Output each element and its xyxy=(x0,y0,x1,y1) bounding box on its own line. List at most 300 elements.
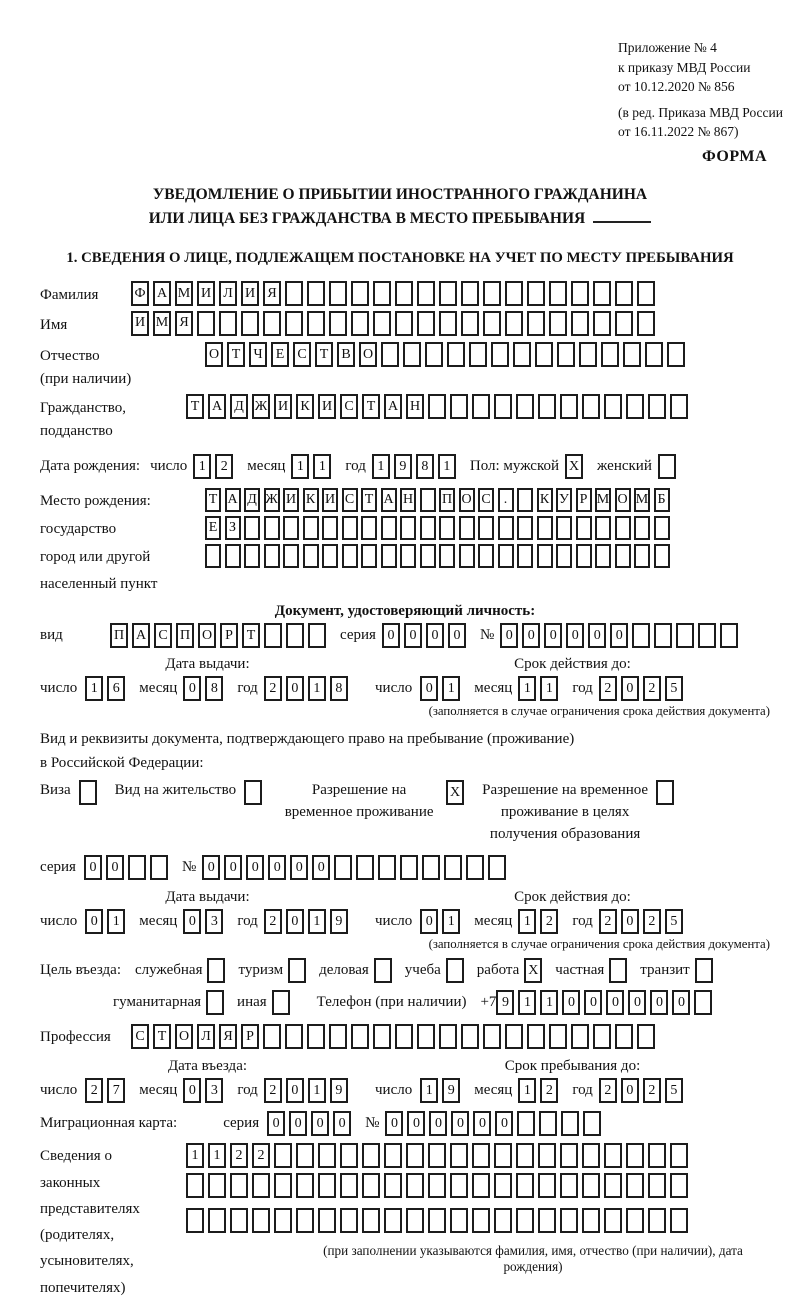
form-cell[interactable] xyxy=(472,1208,490,1233)
form-cell[interactable]: 2 xyxy=(264,909,282,934)
form-cell[interactable]: X xyxy=(446,780,464,805)
form-cell[interactable] xyxy=(561,1111,579,1136)
form-cell[interactable]: 2 xyxy=(643,909,661,934)
form-cell[interactable]: М xyxy=(595,488,611,512)
form-cell[interactable]: 5 xyxy=(665,909,683,934)
form-cell[interactable]: И xyxy=(274,394,292,419)
form-cell[interactable]: 0 xyxy=(606,990,624,1015)
form-cell[interactable] xyxy=(593,281,611,306)
form-cell[interactable]: 1 xyxy=(518,909,536,934)
form-cell[interactable] xyxy=(461,281,479,306)
form-cell[interactable]: 2 xyxy=(85,1078,103,1103)
form-cell[interactable]: С xyxy=(131,1024,149,1049)
form-cell[interactable]: 1 xyxy=(208,1143,226,1168)
form-cell[interactable] xyxy=(318,1173,336,1198)
form-cell[interactable]: Т xyxy=(315,342,333,367)
form-cell[interactable]: 0 xyxy=(224,855,242,880)
form-cell[interactable] xyxy=(632,623,650,648)
form-cell[interactable]: 0 xyxy=(562,990,580,1015)
form-cell[interactable]: 1 xyxy=(308,676,326,701)
form-cell[interactable] xyxy=(535,342,553,367)
form-cell[interactable]: 0 xyxy=(286,909,304,934)
form-cell[interactable] xyxy=(351,311,369,336)
form-cell[interactable] xyxy=(527,311,545,336)
form-cell[interactable] xyxy=(318,1143,336,1168)
form-cell[interactable] xyxy=(670,1173,688,1198)
form-cell[interactable] xyxy=(556,516,572,540)
form-cell[interactable] xyxy=(517,1111,535,1136)
form-cell[interactable] xyxy=(446,958,464,983)
form-cell[interactable] xyxy=(549,281,567,306)
form-cell[interactable] xyxy=(615,281,633,306)
form-cell[interactable] xyxy=(296,1143,314,1168)
form-cell[interactable] xyxy=(308,623,326,648)
form-cell[interactable] xyxy=(422,855,440,880)
form-cell[interactable]: 0 xyxy=(286,676,304,701)
form-cell[interactable]: А xyxy=(153,281,171,306)
form-cell[interactable]: З xyxy=(225,516,241,540)
form-cell[interactable] xyxy=(244,516,260,540)
form-cell[interactable]: Р xyxy=(241,1024,259,1049)
form-cell[interactable]: 0 xyxy=(267,1111,285,1136)
form-cell[interactable] xyxy=(466,855,484,880)
form-cell[interactable] xyxy=(527,281,545,306)
form-cell[interactable]: И xyxy=(131,311,149,336)
form-cell[interactable]: 1 xyxy=(438,454,456,479)
form-cell[interactable] xyxy=(595,516,611,540)
form-cell[interactable] xyxy=(626,1143,644,1168)
form-cell[interactable] xyxy=(527,1024,545,1049)
form-cell[interactable]: X xyxy=(524,958,542,983)
form-cell[interactable]: С xyxy=(293,342,311,367)
form-cell[interactable]: 0 xyxy=(566,623,584,648)
form-cell[interactable]: 1 xyxy=(186,1143,204,1168)
form-cell[interactable]: А xyxy=(208,394,226,419)
form-cell[interactable] xyxy=(274,1173,292,1198)
form-cell[interactable] xyxy=(498,516,514,540)
form-cell[interactable] xyxy=(378,855,396,880)
form-cell[interactable]: 1 xyxy=(372,454,390,479)
form-cell[interactable] xyxy=(307,281,325,306)
form-cell[interactable]: 0 xyxy=(311,1111,329,1136)
form-cell[interactable] xyxy=(296,1173,314,1198)
form-cell[interactable] xyxy=(667,342,685,367)
form-cell[interactable] xyxy=(322,516,338,540)
form-cell[interactable]: 2 xyxy=(599,676,617,701)
form-cell[interactable]: 0 xyxy=(246,855,264,880)
form-cell[interactable] xyxy=(264,516,280,540)
form-cell[interactable]: 1 xyxy=(442,909,460,934)
form-cell[interactable] xyxy=(450,1173,468,1198)
form-cell[interactable]: 0 xyxy=(286,1078,304,1103)
form-cell[interactable]: П xyxy=(439,488,455,512)
form-cell[interactable]: С xyxy=(342,488,358,512)
form-cell[interactable] xyxy=(395,281,413,306)
form-cell[interactable]: Т xyxy=(242,623,260,648)
form-cell[interactable] xyxy=(450,394,468,419)
form-cell[interactable] xyxy=(439,1024,457,1049)
form-cell[interactable] xyxy=(615,544,631,568)
form-cell[interactable] xyxy=(362,1143,380,1168)
form-cell[interactable] xyxy=(516,1143,534,1168)
form-cell[interactable]: 1 xyxy=(540,676,558,701)
form-cell[interactable]: 1 xyxy=(193,454,211,479)
form-cell[interactable]: 0 xyxy=(621,1078,639,1103)
form-cell[interactable] xyxy=(439,311,457,336)
form-cell[interactable] xyxy=(420,544,436,568)
form-cell[interactable]: И xyxy=(241,281,259,306)
form-cell[interactable]: Т xyxy=(227,342,245,367)
form-cell[interactable] xyxy=(274,1208,292,1233)
form-cell[interactable] xyxy=(264,544,280,568)
form-cell[interactable]: Н xyxy=(406,394,424,419)
form-cell[interactable]: 0 xyxy=(385,1111,403,1136)
form-cell[interactable] xyxy=(207,958,225,983)
form-cell[interactable]: 0 xyxy=(290,855,308,880)
form-cell[interactable]: Я xyxy=(263,281,281,306)
form-cell[interactable] xyxy=(425,342,443,367)
form-cell[interactable] xyxy=(342,516,358,540)
form-cell[interactable]: 1 xyxy=(420,1078,438,1103)
form-cell[interactable]: О xyxy=(198,623,216,648)
form-cell[interactable] xyxy=(670,1143,688,1168)
form-cell[interactable] xyxy=(579,342,597,367)
form-cell[interactable] xyxy=(615,1024,633,1049)
form-cell[interactable] xyxy=(604,1143,622,1168)
form-cell[interactable] xyxy=(517,516,533,540)
form-cell[interactable] xyxy=(505,311,523,336)
form-cell[interactable] xyxy=(513,342,531,367)
form-cell[interactable]: Д xyxy=(230,394,248,419)
form-cell[interactable] xyxy=(395,311,413,336)
form-cell[interactable] xyxy=(186,1208,204,1233)
form-cell[interactable] xyxy=(381,342,399,367)
form-cell[interactable]: 0 xyxy=(544,623,562,648)
form-cell[interactable]: Л xyxy=(197,1024,215,1049)
form-cell[interactable] xyxy=(208,1208,226,1233)
form-cell[interactable] xyxy=(634,516,650,540)
form-cell[interactable]: П xyxy=(176,623,194,648)
form-cell[interactable] xyxy=(272,990,290,1015)
form-cell[interactable]: 2 xyxy=(215,454,233,479)
form-cell[interactable]: 1 xyxy=(518,1078,536,1103)
form-cell[interactable] xyxy=(197,311,215,336)
form-cell[interactable]: 0 xyxy=(183,676,201,701)
form-cell[interactable] xyxy=(494,394,512,419)
form-cell[interactable] xyxy=(420,488,436,512)
form-cell[interactable] xyxy=(283,516,299,540)
form-cell[interactable] xyxy=(516,1208,534,1233)
form-cell[interactable]: 8 xyxy=(416,454,434,479)
form-cell[interactable] xyxy=(637,281,655,306)
form-cell[interactable]: О xyxy=(205,342,223,367)
form-cell[interactable]: . xyxy=(498,488,514,512)
form-cell[interactable]: 2 xyxy=(264,1078,282,1103)
form-cell[interactable]: 0 xyxy=(500,623,518,648)
form-cell[interactable] xyxy=(654,544,670,568)
form-cell[interactable]: А xyxy=(384,394,402,419)
form-cell[interactable] xyxy=(241,311,259,336)
form-cell[interactable] xyxy=(488,855,506,880)
form-cell[interactable]: 1 xyxy=(308,1078,326,1103)
form-cell[interactable]: 0 xyxy=(289,1111,307,1136)
form-cell[interactable] xyxy=(219,311,237,336)
form-cell[interactable] xyxy=(483,311,501,336)
form-cell[interactable]: 5 xyxy=(665,1078,683,1103)
form-cell[interactable]: М xyxy=(175,281,193,306)
form-cell[interactable] xyxy=(654,623,672,648)
form-cell[interactable]: 9 xyxy=(330,909,348,934)
form-cell[interactable] xyxy=(538,1143,556,1168)
form-cell[interactable] xyxy=(384,1208,402,1233)
form-cell[interactable] xyxy=(539,1111,557,1136)
form-cell[interactable] xyxy=(560,1143,578,1168)
form-cell[interactable] xyxy=(362,1208,380,1233)
form-cell[interactable] xyxy=(560,394,578,419)
form-cell[interactable] xyxy=(361,544,377,568)
form-cell[interactable]: 1 xyxy=(313,454,331,479)
form-cell[interactable] xyxy=(560,1173,578,1198)
form-cell[interactable] xyxy=(517,488,533,512)
form-cell[interactable]: Р xyxy=(220,623,238,648)
form-cell[interactable] xyxy=(400,516,416,540)
form-cell[interactable] xyxy=(516,394,534,419)
form-cell[interactable] xyxy=(583,1111,601,1136)
form-cell[interactable] xyxy=(428,394,446,419)
form-cell[interactable] xyxy=(205,544,221,568)
form-cell[interactable]: 5 xyxy=(665,676,683,701)
form-cell[interactable]: 0 xyxy=(183,1078,201,1103)
form-cell[interactable]: 0 xyxy=(420,676,438,701)
form-cell[interactable]: 1 xyxy=(85,676,103,701)
form-cell[interactable] xyxy=(538,1173,556,1198)
form-cell[interactable] xyxy=(571,311,589,336)
form-cell[interactable]: 0 xyxy=(268,855,286,880)
form-cell[interactable]: 2 xyxy=(264,676,282,701)
form-cell[interactable]: 1 xyxy=(308,909,326,934)
form-cell[interactable] xyxy=(670,394,688,419)
form-cell[interactable] xyxy=(230,1173,248,1198)
form-cell[interactable] xyxy=(698,623,716,648)
form-cell[interactable] xyxy=(296,1208,314,1233)
form-cell[interactable] xyxy=(400,855,418,880)
form-cell[interactable]: X xyxy=(565,454,583,479)
form-cell[interactable] xyxy=(623,342,641,367)
form-cell[interactable]: Ж xyxy=(252,394,270,419)
form-cell[interactable] xyxy=(538,1208,556,1233)
form-cell[interactable] xyxy=(626,394,644,419)
form-cell[interactable] xyxy=(450,1143,468,1168)
form-cell[interactable] xyxy=(447,342,465,367)
form-cell[interactable]: С xyxy=(340,394,358,419)
form-cell[interactable] xyxy=(472,394,490,419)
form-cell[interactable] xyxy=(582,394,600,419)
form-cell[interactable] xyxy=(494,1208,512,1233)
form-cell[interactable]: 0 xyxy=(420,909,438,934)
form-cell[interactable] xyxy=(637,311,655,336)
form-cell[interactable] xyxy=(676,623,694,648)
form-cell[interactable]: 0 xyxy=(628,990,646,1015)
form-cell[interactable] xyxy=(373,1024,391,1049)
form-cell[interactable] xyxy=(582,1173,600,1198)
form-cell[interactable] xyxy=(285,311,303,336)
form-cell[interactable] xyxy=(417,281,435,306)
form-cell[interactable]: 0 xyxy=(588,623,606,648)
form-cell[interactable] xyxy=(505,1024,523,1049)
form-cell[interactable] xyxy=(428,1208,446,1233)
form-cell[interactable] xyxy=(384,1173,402,1198)
form-cell[interactable]: 0 xyxy=(672,990,690,1015)
form-cell[interactable] xyxy=(244,780,262,805)
form-cell[interactable] xyxy=(549,311,567,336)
form-cell[interactable] xyxy=(322,544,338,568)
form-cell[interactable]: 0 xyxy=(448,623,466,648)
form-cell[interactable] xyxy=(373,311,391,336)
form-cell[interactable] xyxy=(645,342,663,367)
form-cell[interactable] xyxy=(626,1173,644,1198)
form-cell[interactable] xyxy=(595,544,611,568)
form-cell[interactable]: 8 xyxy=(330,676,348,701)
form-cell[interactable] xyxy=(491,342,509,367)
form-cell[interactable]: 1 xyxy=(442,676,460,701)
form-cell[interactable]: Т xyxy=(186,394,204,419)
form-cell[interactable]: О xyxy=(175,1024,193,1049)
form-cell[interactable] xyxy=(720,623,738,648)
form-cell[interactable] xyxy=(634,544,650,568)
form-cell[interactable]: 9 xyxy=(394,454,412,479)
form-cell[interactable]: 0 xyxy=(621,676,639,701)
form-cell[interactable]: 0 xyxy=(312,855,330,880)
form-cell[interactable]: К xyxy=(537,488,553,512)
form-cell[interactable]: П xyxy=(110,623,128,648)
form-cell[interactable]: И xyxy=(322,488,338,512)
form-cell[interactable]: 1 xyxy=(540,990,558,1015)
form-cell[interactable] xyxy=(648,1208,666,1233)
form-cell[interactable] xyxy=(537,516,553,540)
form-cell[interactable] xyxy=(403,342,421,367)
form-cell[interactable] xyxy=(428,1173,446,1198)
form-cell[interactable] xyxy=(381,516,397,540)
form-cell[interactable]: Л xyxy=(219,281,237,306)
form-cell[interactable] xyxy=(604,1208,622,1233)
form-cell[interactable]: Ф xyxy=(131,281,149,306)
form-cell[interactable] xyxy=(79,780,97,805)
form-cell[interactable] xyxy=(252,1208,270,1233)
form-cell[interactable] xyxy=(593,311,611,336)
form-cell[interactable]: 0 xyxy=(473,1111,491,1136)
form-cell[interactable]: О xyxy=(615,488,631,512)
form-cell[interactable]: 1 xyxy=(518,990,536,1015)
form-cell[interactable] xyxy=(381,544,397,568)
form-cell[interactable] xyxy=(225,544,241,568)
form-cell[interactable]: А xyxy=(381,488,397,512)
form-cell[interactable] xyxy=(206,990,224,1015)
form-cell[interactable] xyxy=(340,1173,358,1198)
form-cell[interactable] xyxy=(439,281,457,306)
form-cell[interactable]: Р xyxy=(576,488,592,512)
form-cell[interactable] xyxy=(557,342,575,367)
form-cell[interactable] xyxy=(208,1173,226,1198)
form-cell[interactable]: 2 xyxy=(230,1143,248,1168)
form-cell[interactable] xyxy=(361,516,377,540)
form-cell[interactable] xyxy=(334,855,352,880)
form-cell[interactable] xyxy=(695,958,713,983)
form-cell[interactable]: 0 xyxy=(106,855,124,880)
form-cell[interactable] xyxy=(329,281,347,306)
form-cell[interactable] xyxy=(400,544,416,568)
form-cell[interactable]: 9 xyxy=(330,1078,348,1103)
form-cell[interactable] xyxy=(494,1173,512,1198)
form-cell[interactable] xyxy=(329,311,347,336)
form-cell[interactable]: К xyxy=(303,488,319,512)
form-cell[interactable]: 9 xyxy=(442,1078,460,1103)
form-cell[interactable]: 0 xyxy=(84,855,102,880)
form-cell[interactable]: 2 xyxy=(599,909,617,934)
form-cell[interactable]: Т xyxy=(362,394,380,419)
form-cell[interactable]: 6 xyxy=(107,676,125,701)
form-cell[interactable] xyxy=(478,544,494,568)
form-cell[interactable]: Т xyxy=(361,488,377,512)
form-cell[interactable] xyxy=(307,311,325,336)
form-cell[interactable] xyxy=(516,1173,534,1198)
form-cell[interactable] xyxy=(483,1024,501,1049)
form-cell[interactable] xyxy=(537,544,553,568)
form-cell[interactable] xyxy=(582,1143,600,1168)
form-cell[interactable] xyxy=(517,544,533,568)
form-cell[interactable] xyxy=(340,1208,358,1233)
form-cell[interactable] xyxy=(505,281,523,306)
form-cell[interactable]: И xyxy=(197,281,215,306)
form-cell[interactable] xyxy=(286,623,304,648)
form-cell[interactable]: Т xyxy=(205,488,221,512)
form-cell[interactable] xyxy=(450,1208,468,1233)
form-cell[interactable]: И xyxy=(318,394,336,419)
form-cell[interactable]: Д xyxy=(244,488,260,512)
form-cell[interactable] xyxy=(395,1024,413,1049)
form-cell[interactable] xyxy=(670,1208,688,1233)
form-cell[interactable]: К xyxy=(296,394,314,419)
form-cell[interactable] xyxy=(263,1024,281,1049)
form-cell[interactable]: 1 xyxy=(518,676,536,701)
form-cell[interactable]: А xyxy=(132,623,150,648)
form-cell[interactable]: 0 xyxy=(404,623,422,648)
form-cell[interactable] xyxy=(303,544,319,568)
form-cell[interactable] xyxy=(252,1173,270,1198)
form-cell[interactable] xyxy=(626,1208,644,1233)
form-cell[interactable] xyxy=(406,1143,424,1168)
form-cell[interactable] xyxy=(576,516,592,540)
form-cell[interactable]: 0 xyxy=(85,909,103,934)
form-cell[interactable] xyxy=(459,516,475,540)
form-cell[interactable]: 8 xyxy=(205,676,223,701)
form-cell[interactable] xyxy=(549,1024,567,1049)
form-cell[interactable] xyxy=(601,342,619,367)
form-cell[interactable]: Т xyxy=(153,1024,171,1049)
form-cell[interactable] xyxy=(318,1208,336,1233)
form-cell[interactable] xyxy=(285,1024,303,1049)
form-cell[interactable]: 0 xyxy=(202,855,220,880)
form-cell[interactable]: 0 xyxy=(382,623,400,648)
form-cell[interactable]: 0 xyxy=(621,909,639,934)
form-cell[interactable]: 2 xyxy=(643,1078,661,1103)
form-cell[interactable] xyxy=(244,544,260,568)
form-cell[interactable]: 2 xyxy=(643,676,661,701)
form-cell[interactable]: 0 xyxy=(429,1111,447,1136)
form-cell[interactable]: 3 xyxy=(205,909,223,934)
form-cell[interactable] xyxy=(406,1173,424,1198)
form-cell[interactable] xyxy=(538,394,556,419)
form-cell[interactable] xyxy=(288,958,306,983)
